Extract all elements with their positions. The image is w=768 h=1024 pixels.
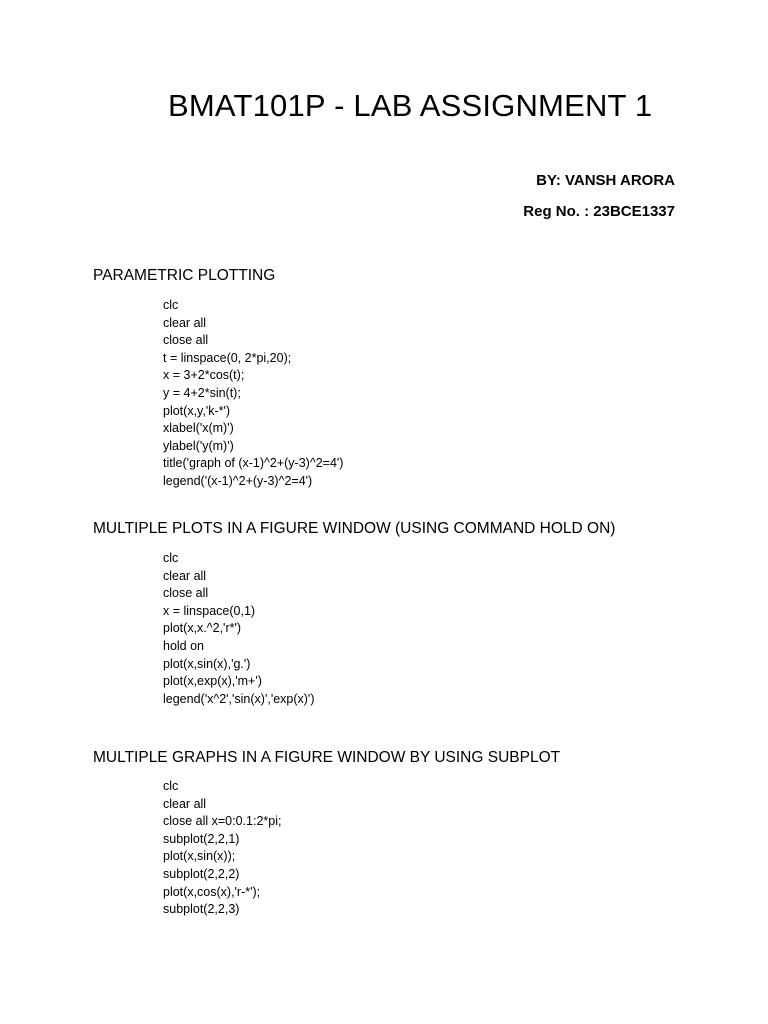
code-block-parametric-plotting [163,297,343,491]
code-block-multiple-plots-hold-on [163,550,314,708]
code-line: hold on [163,638,205,653]
document-title: BMAT101P - LAB ASSIGNMENT 1 [168,88,653,123]
code-line: ylabel('y(m)') [163,438,234,453]
code-line: close all [163,586,209,601]
code-line: close all [163,333,209,348]
code-line: close all x=0:0.1:2*pi; [163,814,282,829]
code-line: subplot(2,2,1) [163,831,240,846]
code-line: clear all [163,796,207,811]
code-line: y = 4+2*sin(t); [163,385,241,400]
section-heading-subplot: MULTIPLE GRAPHS IN A FIGURE WINDOW BY USING SUBPLOT [93,749,561,766]
code-line: clear all [163,568,207,583]
code-line: plot(x,sin(x),'g.') [163,656,251,671]
code-line: subplot(2,2,3) [163,902,240,917]
author-name: BY: VANSH ARORA [536,172,675,189]
code-line: plot(x,sin(x)); [163,849,236,864]
code-line: x = linspace(0,1) [163,603,256,618]
section-heading-multiple-plots-hold-on: MULTIPLE PLOTS IN A FIGURE WINDOW (USING COMMAND HOLD ON) [93,520,616,537]
code-line: clear all [163,315,207,330]
code-line: clc [163,551,179,565]
code-line: title('graph of (x-1)^2+(y-3)^2=4') [163,456,344,471]
code-line: legend('x^2','sin(x)','exp(x)') [163,691,315,706]
registration-number: Reg No. : 23BCE1337 [523,203,675,220]
code-line: plot(x,y,'k-*') [163,403,231,418]
code-line: plot(x,x.^2,'r*') [163,621,242,636]
code-block-subplot [163,778,281,919]
code-line: subplot(2,2,2) [163,866,240,881]
section-heading-parametric-plotting: PARAMETRIC PLOTTING [93,267,276,284]
code-line: xlabel('x(m)') [163,421,234,436]
code-line: plot(x,exp(x),'m+') [163,674,262,689]
code-line: clc [163,298,179,312]
code-line: x = 3+2*cos(t); [163,368,245,383]
code-line: legend('(x-1)^2+(y-3)^2=4') [163,473,313,488]
code-line: t = linspace(0, 2*pi,20); [163,350,292,365]
code-line: clc [163,779,179,793]
code-line: plot(x,cos(x),'r-*'); [163,884,261,899]
